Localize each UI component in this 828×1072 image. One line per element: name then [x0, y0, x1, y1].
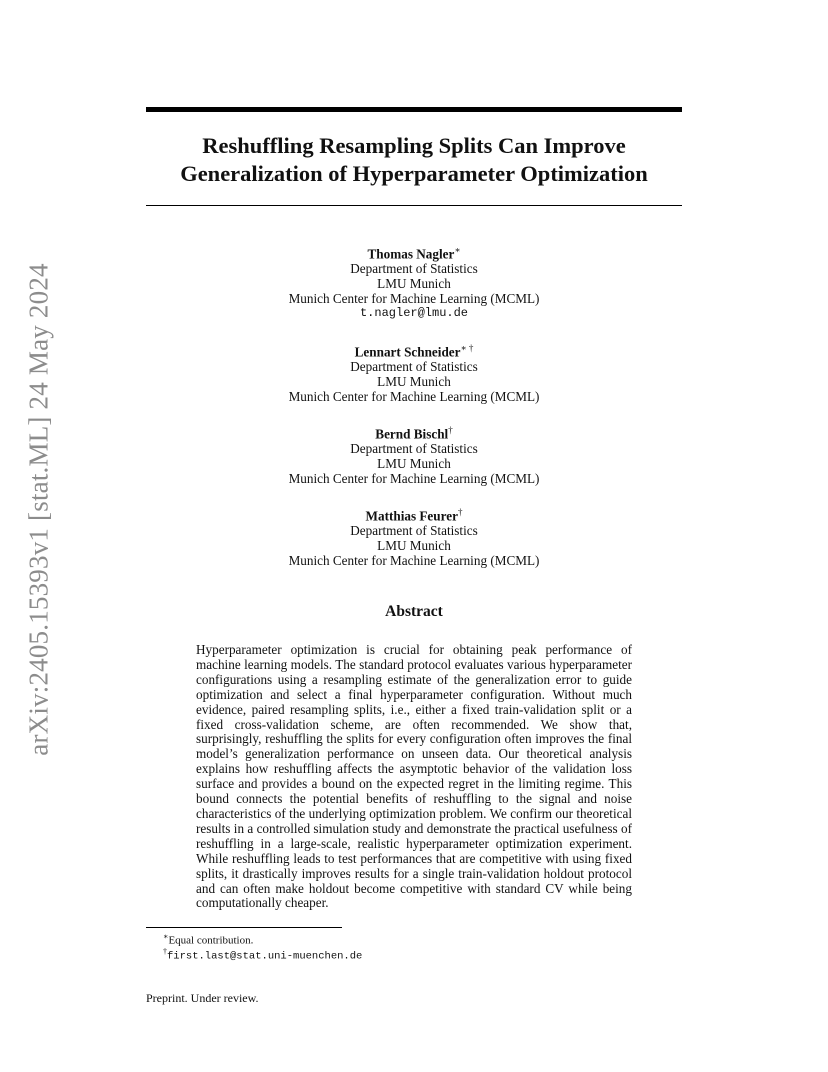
author-university: LMU Munich [377, 276, 451, 292]
title-top-rule [146, 107, 682, 112]
author-email[interactable]: t.nagler@lmu.de [359, 306, 469, 321]
author-block-1 [146, 243, 682, 321]
footnote-text: Equal contribution. [168, 934, 254, 947]
title-line-1: Reshuffling Resampling Splits Can Improve [202, 133, 626, 158]
author-block-3 [146, 423, 682, 486]
footnote-rule [146, 927, 342, 928]
arxiv-identifier: arXiv:2405.15393v1 [stat.ML] 24 May 2024 [23, 262, 54, 756]
author-center: Munich Center for Machine Learning (MCML) [288, 471, 540, 487]
author-marks: † [457, 507, 463, 517]
author-block-2 [146, 341, 682, 404]
author-department: Department of Statistics [350, 359, 478, 375]
abstract-heading: Abstract [385, 603, 443, 620]
title-bottom-rule [146, 205, 682, 206]
footnote-email [163, 945, 663, 964]
footnote-email-text[interactable]: first.last@stat.uni-muenchen.de [167, 950, 363, 963]
author-marks: † [448, 425, 453, 435]
author-university: LMU Munich [377, 538, 451, 554]
author-university: LMU Munich [377, 456, 451, 472]
footnote-mark: ∗ [163, 932, 169, 941]
footnote-mark: † [163, 947, 167, 956]
author-center: Munich Center for Machine Learning (MCML) [288, 389, 540, 405]
author-center: Munich Center for Machine Learning (MCML) [288, 553, 540, 569]
author-department: Department of Statistics [350, 523, 478, 539]
author-name: Thomas Nagler [367, 246, 455, 262]
author-marks: ∗ † [460, 343, 474, 353]
author-name: Lennart Schneider [354, 344, 461, 360]
author-university: LMU Munich [377, 374, 451, 390]
title-line-2: Generalization of Hyperparameter Optimization [180, 161, 648, 186]
author-block-4 [146, 505, 682, 568]
preprint-notice: Preprint. Under review. [146, 991, 259, 1005]
author-name: Matthias Feurer [365, 508, 458, 524]
author-department: Department of Statistics [350, 261, 478, 277]
author-department: Department of Statistics [350, 441, 478, 457]
paper-title [146, 132, 682, 188]
author-name: Bernd Bischl [375, 426, 449, 442]
author-marks: ∗ [454, 245, 461, 255]
author-center: Munich Center for Machine Learning (MCML) [288, 291, 540, 307]
abstract-text: Hyperparameter optimization is crucial for obtaining peak performance of machine learning models. The standard protocol evaluates various hyperparameter configurations using a resampling estimate of the generalization error to guide optimization and select a final hyperparameter configuration. Without much evidence, paired resampling splits, i.e., either a fixed train-validation split or a fixed cross-validation scheme, are often recommended. We show that, surprisingly, reshuffling the splits for every configuration often improves the final model’s generalization performance on unseen data. Our theoretical analysis explains how reshuffling affects the asymptotic behavior of the validation loss surface and provides a bound on the expected regret in the limiting regime. This bound connects the potential benefits of reshuffling to the signal and noise characteristics of the underlying optimization problem. We confirm our theoretical results in a controlled simulation study and demonstrate the practical usefulness of reshuffling in a large-scale, realistic hyperparameter optimization experiment. While reshuffling leads to test performances that are competitive with using fixed splits, it drastically improves results for a single train-validation holdout protocol and can often make holdout become competitive with standard CV while being computationally cheaper. [196, 642, 632, 911]
